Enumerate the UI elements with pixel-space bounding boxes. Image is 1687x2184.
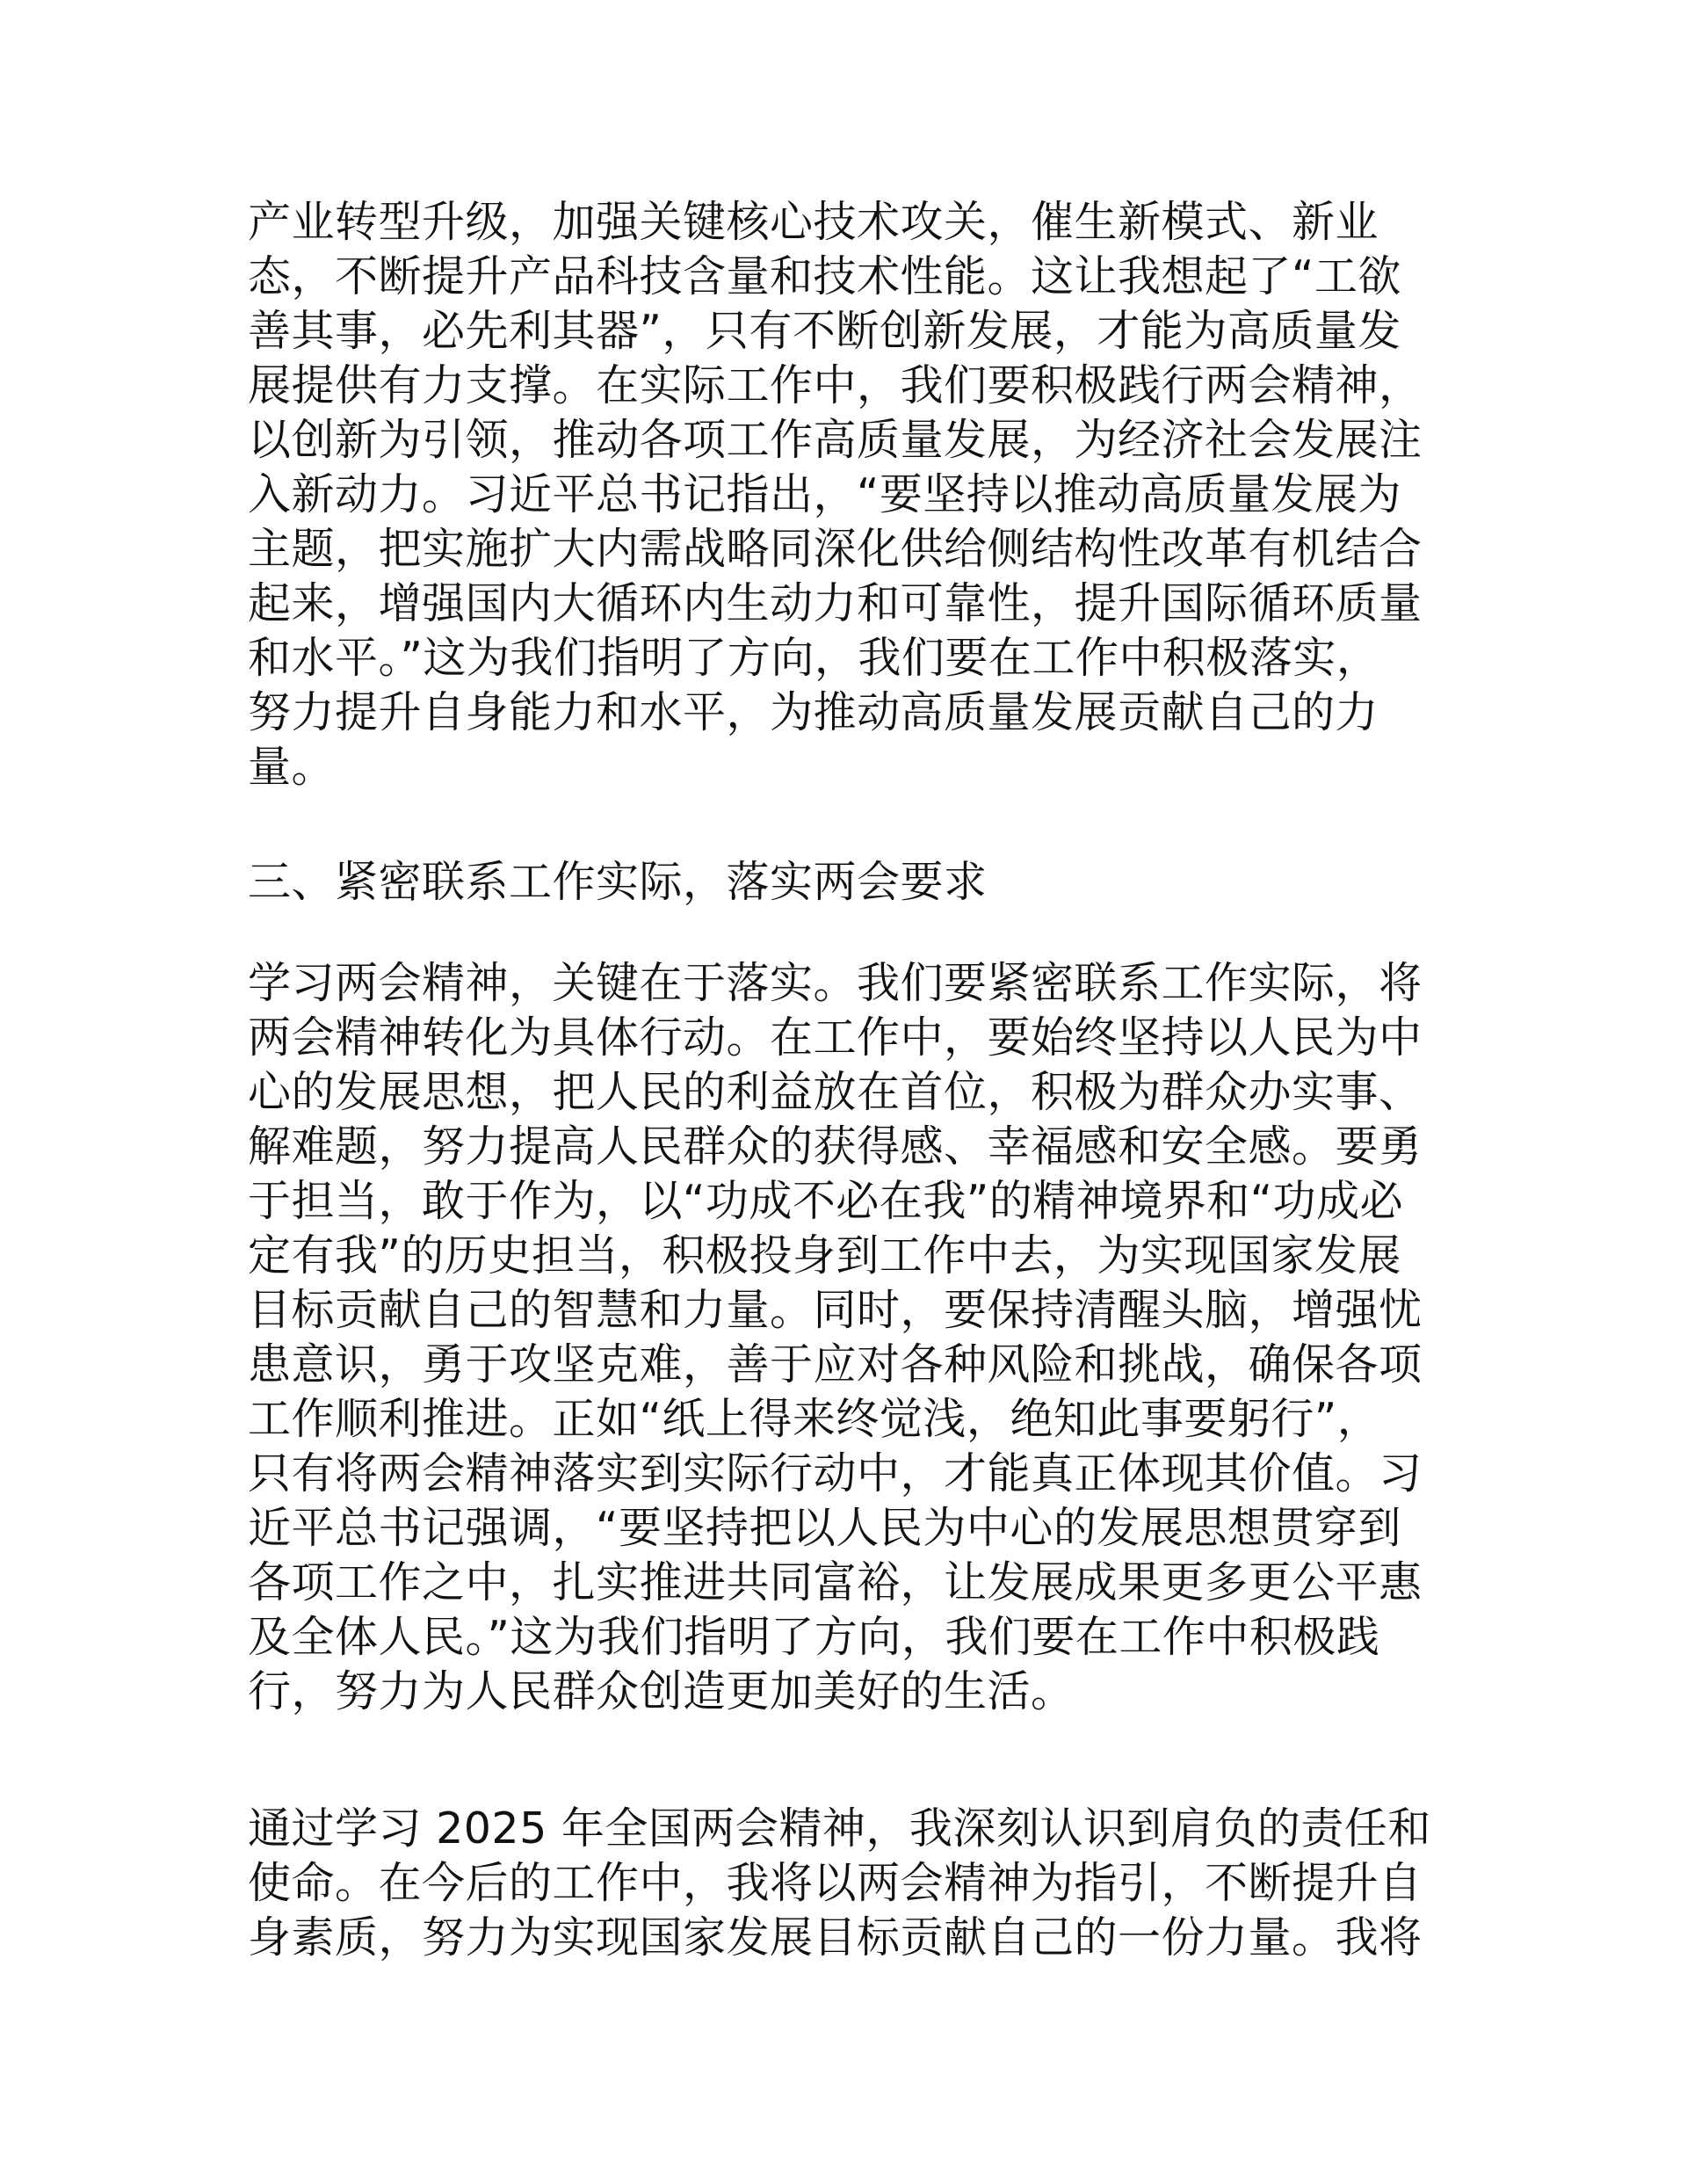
paragraph-line: 各项工作之中，扎实推进共同富裕，让发展成果更多更公平惠 — [248, 1557, 1423, 1607]
paragraph-line: 行，努力为人民群众创造更加美好的生活。 — [248, 1666, 1075, 1716]
paragraph-line: 于担当，敢于作为，以“功成不必在我”的精神境界和“功成必 — [248, 1176, 1404, 1226]
paragraph-line: 学习两会精神，关键在于落实。我们要紧密联系工作实际，将 — [248, 958, 1423, 1008]
paragraph-line: 展提供有力支撑。在实际工作中，我们要积极践行两会精神， — [248, 360, 1423, 410]
paragraph-line: 通过学习 2025 年全国两会精神，我深刻认识到肩负的责任和 — [248, 1803, 1431, 1854]
paragraph-line: 心的发展思想，把人民的利益放在首位，积极为群众办实事、 — [248, 1067, 1423, 1117]
paragraph-2 — [248, 956, 1439, 1719]
paragraph-line: 以创新为引领，推动各项工作高质量发展，为经济社会发展注 — [248, 415, 1423, 465]
paragraph-line: 及全体人民。”这为我们指明了方向，我们要在工作中积极践 — [248, 1612, 1380, 1662]
paragraph-line: 只有将两会精神落实到实际行动中，才能真正体现其价值。习 — [248, 1448, 1423, 1498]
paragraph-line: 善其事，必先利其器”，只有不断创新发展，才能为高质量发 — [248, 306, 1401, 356]
paragraph-line: 目标贡献自己的智慧和力量。同时，要保持清醒头脑，增强忧 — [248, 1285, 1423, 1335]
paragraph-1 — [248, 195, 1439, 795]
paragraph-line: 量。 — [248, 742, 336, 792]
section-heading-text: 三、紧密联系工作实际，落实两会要求 — [248, 857, 988, 907]
paragraph-3 — [248, 1802, 1439, 1965]
paragraph-line: 工作顺利推进。正如“纸上得来终觉浅，绝知此事要躬行”， — [248, 1394, 1381, 1444]
paragraph-line: 入新动力。习近平总书记指出，“要坚持以推动高质量发展为 — [248, 469, 1401, 519]
paragraph-line: 身素质，努力为实现国家发展目标贡献自己的一份力量。我将 — [248, 1912, 1423, 1963]
paragraph-line: 产业转型升级，加强关键核心技术攻关，催生新模式、新业 — [248, 197, 1379, 247]
paragraph-line: 态，不断提升产品科技含量和技术性能。这让我想起了“工欲 — [248, 251, 1401, 301]
section-heading — [248, 855, 1439, 910]
paragraph-line: 两会精神转化为具体行动。在工作中，要始终坚持以人民为中 — [248, 1012, 1423, 1063]
paragraph-line: 近平总书记强调，“要坚持把以人民为中心的发展思想贯穿到 — [248, 1503, 1401, 1553]
paragraph-line: 定有我”的历史担当，积极投身到工作中去，为实现国家发展 — [248, 1230, 1401, 1281]
paragraph-line: 和水平。”这为我们指明了方向，我们要在工作中积极落实， — [248, 633, 1380, 683]
paragraph-line: 主题，把实施扩大内需战略同深化供给侧结构性改革有机结合 — [248, 524, 1423, 574]
paragraph-line: 患意识，勇于攻坚克难，善于应对各种风险和挑战，确保各项 — [248, 1339, 1423, 1389]
paragraph-line: 努力提升自身能力和水平，为推动高质量发展贡献自己的力 — [248, 687, 1379, 737]
paragraph-line: 使命。在今后的工作中，我将以两会精神为指引，不断提升自 — [248, 1858, 1423, 1908]
paragraph-line: 解难题，努力提高人民群众的获得感、幸福感和安全感。要勇 — [248, 1121, 1423, 1172]
paragraph-line: 起来，增强国内大循环内生动力和可靠性，提升国际循环质量 — [248, 578, 1423, 628]
